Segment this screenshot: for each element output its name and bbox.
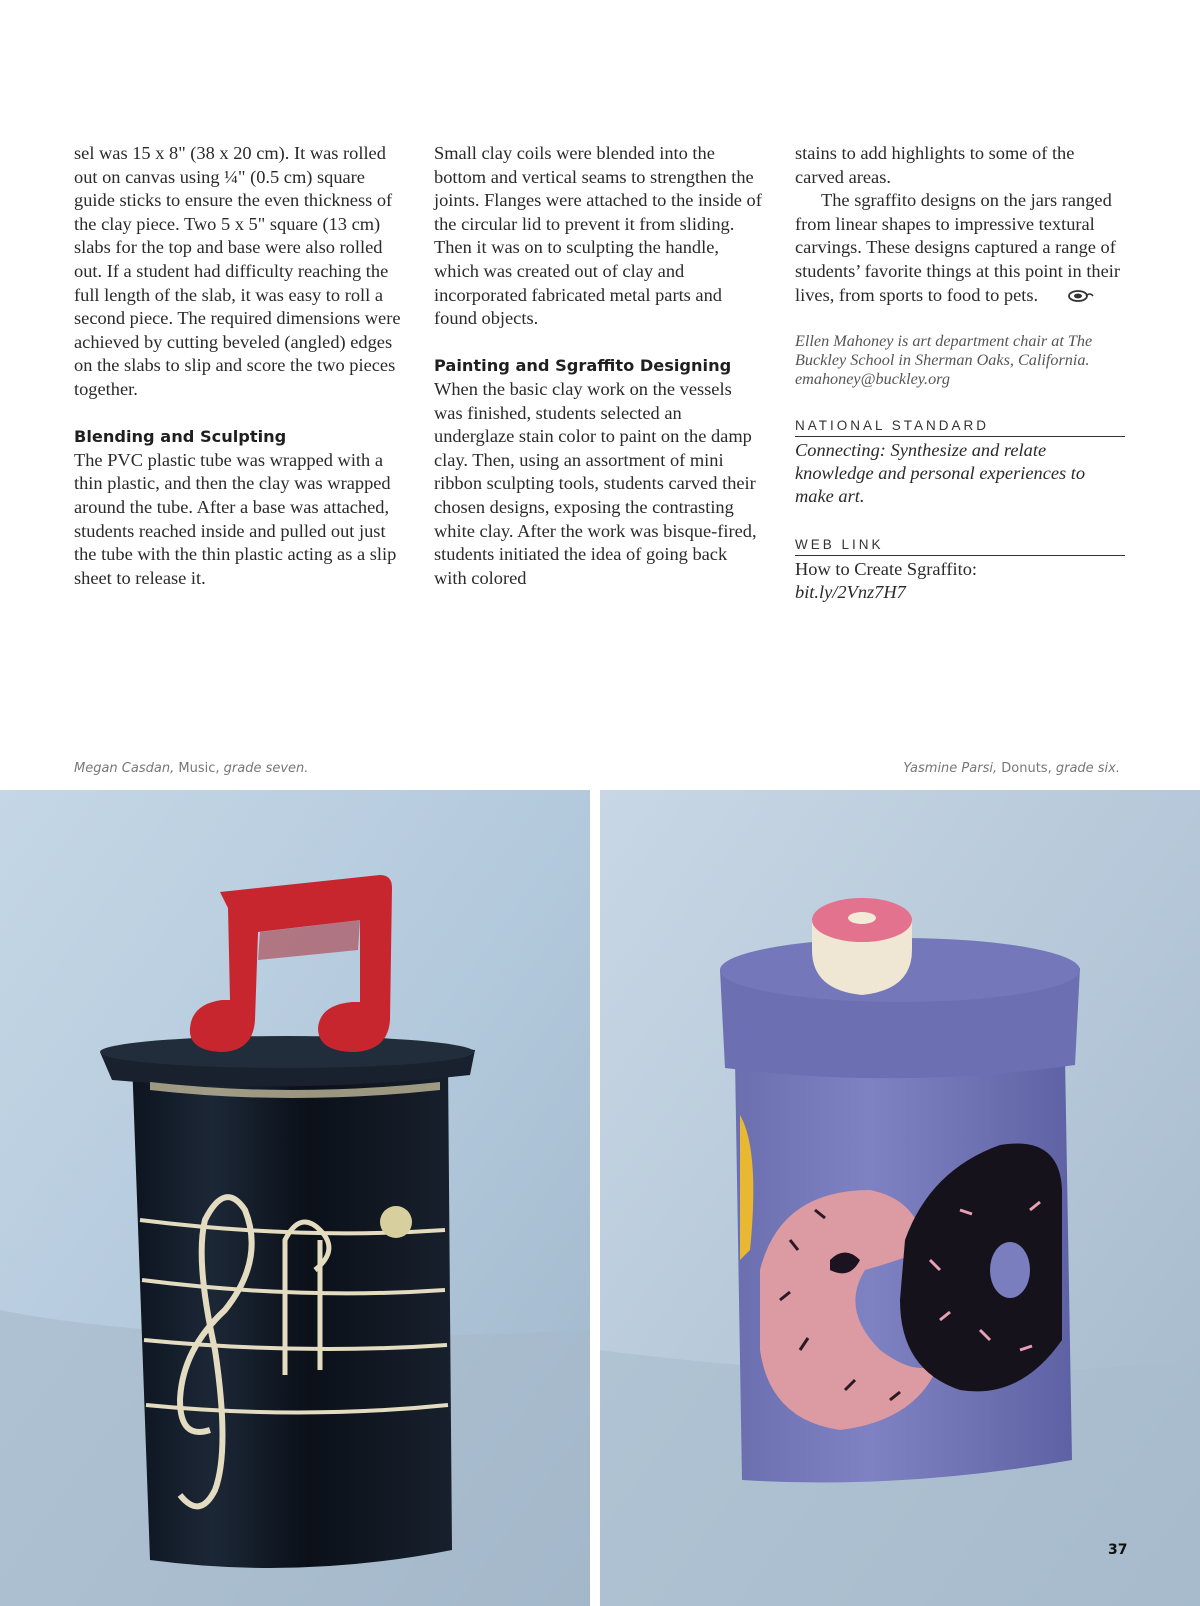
text-column-1 [74,142,404,590]
donut-jar-photo [600,790,1200,1606]
caption-grade: grade six. [1055,761,1120,776]
caption-artist: Yasmine Parsi, [903,761,998,776]
arts-magazine-end-mark-icon [1042,285,1094,309]
photo-caption-left [74,761,308,776]
page-number: 37 [1108,1542,1128,1558]
section-heading: Blending and Sculpting [74,427,287,447]
body-paragraph: The PVC plastic tube was wrapped with a thin plastic, and then the clay was wrapped around the tube. After a base was attached, students reached inside and pulled out just the tube with the thin plastic acting as a slip sheet to release it. [74,449,397,588]
web-link-label: WEB LINK [795,536,1125,556]
caption-grade: grade seven. [223,761,309,776]
web-link-block [795,558,1125,604]
body-paragraph: Small clay coils were blended into the bottom and vertical seams to strengthen the joints. Flanges were attached to the inside of the circular lid to prevent it from sliding. Then it was on to sculpting the handle, which was created out of clay and incorporated fabricated metal parts and found objects. [434,143,762,329]
text-column-2 [434,142,764,590]
body-paragraph: sel was 15 x 8" (38 x 20 cm). It was rolled out on canvas using ¼" (0.5 cm) square guide sticks to ensure the even thickness of the clay piece. Two 5 x 5" square (13 cm) slabs for the top and base were also rolled out. If a student had difficulty reaching the full length of the slab, it was easy to roll a second piece. The required dimensions were achieved by cutting beveled (angled) edges on the slabs to slip and score the two pieces together. [74,143,401,399]
author-bio: Ellen Mahoney is art department chair at The Buckley School in Sherman Oaks, California. emahoney@buckley.org [795,332,1093,389]
text-column-3 [795,142,1125,604]
caption-artist: Megan Casdan, [74,761,175,776]
web-link-title: How to Create Sgraffito: [795,559,977,580]
music-note-jar-photo [0,790,590,1606]
national-standard-label: NATIONAL STANDARD [795,417,1125,437]
caption-title: Donuts, [1001,761,1052,776]
section-heading: Painting and Sgraffito Designing [434,356,732,376]
body-paragraph-closing [795,189,1125,308]
body-paragraph: When the basic clay work on the vessels was finished, students selected an underglaze stain color to paint on the damp clay. Then, using an assortment of mini ribbon sculpting tools, students carved their chosen designs, exposing the contrasting white clay. After the work was bisque-fired, students initiated the idea of going back with colored [434,378,757,588]
national-standard-text: Connecting: Synthesize and relate knowledge and personal experiences to make art. [795,440,1086,507]
photo-caption-right [903,761,1120,776]
body-paragraph: stains to add highlights to some of the carved areas. [795,143,1075,187]
web-link-url[interactable]: bit.ly/2Vnz7H7 [795,582,906,603]
caption-title: Music, [178,761,220,776]
closing-text: The sgraffito designs on the jars ranged from linear shapes to impressive textural carvings. These designs captured a range of students’ favorite things at this point in their lives, from sports to food to pets. [795,190,1121,305]
